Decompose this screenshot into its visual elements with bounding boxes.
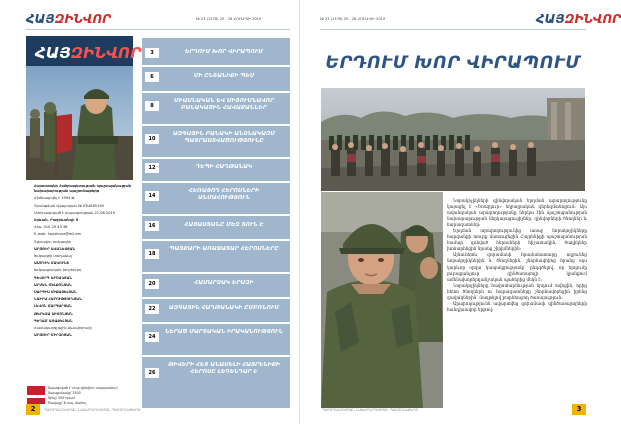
toc-page-number: 26 [145, 368, 159, 378]
cover-logo-part-2: ԶԻՆՎՈՐ [70, 44, 142, 62]
toc-separator [142, 91, 290, 93]
masthead-deputy-title: Խմբագրի տեղակալ [34, 254, 72, 259]
toc-page-number: 3 [145, 48, 159, 58]
masthead-info [26, 184, 133, 340]
toc-page-number: 22 [145, 304, 159, 314]
toc-separator [142, 181, 290, 183]
masthead-editor-title: Գլխավոր խմբագիր [34, 239, 72, 244]
masthead-design-title: Համակարգչային ձևավորումը [34, 326, 92, 331]
right-issue-line: № 23 (1378) 25 - 28 ՀՈՒՆԻՍԻ 2019 [320, 17, 386, 21]
masthead-board-member: ԳԵՎՈՐԳ ԱՐՇԱԿՅԱՆ [34, 275, 73, 280]
table-of-contents [142, 38, 290, 408]
article-paragraph: Այնուհետև զորամասի հրամանատարը ողջունեց նորակոչիկներին և ծնողներին, շնորհավորեց նրանց այս կարևոր օրվա կապակցությամբ՝ ընդգծելով, որ երդումը յուրաքանչյուր զինծառայողի կյանքում ամենախորհրդանշական պահերից մեկն է: [447, 252, 587, 282]
toc-page-number: 14 [145, 191, 159, 201]
toc-title: ՆԵՐԱԾ ՄԱՐՏԱԿԱՆ ԻՐԱԿԱՆՈՒԹՅՈՒՆ [165, 329, 283, 335]
toc-separator [142, 239, 290, 241]
toc-page-number: 10 [145, 134, 159, 144]
cover-masthead [26, 36, 142, 66]
cover-logo-part-1: ՀԱՅ [35, 44, 71, 62]
toc-page-number: 20 [145, 279, 159, 289]
publisher-line: Ծավալը՝ 8 տպ. մամուլ [48, 401, 87, 405]
publisher-line: Տպագրված է «Հայ զինվոր» տպարանում [48, 386, 118, 390]
toc-title: ՀԵՌԱՑՈՂ ՀԵՐՈՍՆԵՐԻ ԱՆՄԱՀՈՒԹՅՈՒՆ [188, 188, 260, 201]
toc-page-number: 12 [145, 163, 159, 173]
left-footer-text: ՊԱՇՏՊԱՆՈՒԹՅԱՆ ՆԱԽԱՐԱՐՈՒԹՅԱՆ ՊԱՇՏՈՆԱԹԵՐԹ [44, 408, 141, 412]
toc-title: ԹԻՎԵՐԻ ՀԵՏ ԱՆԱՍԵԼԻ ՀԱՅՐԵՆԻՔԻ ՀԵՐՈՍԸ ԼԵԳԵՆԴԱՐ Է [168, 362, 280, 375]
right-header-logo [536, 12, 621, 26]
right-header-rule [320, 29, 586, 30]
masthead-design-name: ԱՐԹՈՒՐ ՄԻՐԶՈՅԱՆ [34, 333, 72, 338]
logo-part-2: ԶԻՆՎՈՐ [564, 12, 621, 26]
article-paragraph: Նորակոչիկների զինվորական երդման արարողությունը կայացել է «Եռաբլուր» եղբայրական գերեզմանոցում: Այս ավանդական արարողությանը ներկա էին պաշտպանության նախարարության ներկայացուցիչներ, զինվորների ծնողներ և հարազատներ: [447, 198, 587, 228]
right-footer-text: ՊԱՇՏՊԱՆՈՒԹՅԱՆ ՆԱԽԱՐԱՐՈՒԹՅԱՆ ՊԱՇՏՈՆԱԹԵՐԹ [322, 408, 419, 412]
toc-separator [142, 65, 290, 67]
printer-logo-stripe [27, 395, 45, 398]
toc-page-number: 18 [145, 249, 159, 259]
cover-photo-soldiers [26, 66, 133, 180]
publisher-line: Գինը՝ 200 դրամ [48, 396, 75, 400]
publisher-box [26, 384, 133, 410]
toc-page-number: 24 [145, 332, 159, 342]
toc-title: ԱԶԳԱՅԻՆ ՀԱՂԹԱՆԱԿԻ ԸՄԲՌՆՈՒՄ [168, 305, 280, 311]
toc-separator [142, 297, 290, 299]
masthead-certificate: Գրանցման վկայական № 03Ա065190 [34, 203, 104, 208]
toc-separator [142, 124, 290, 126]
left-header-rule [26, 29, 290, 30]
masthead-board-member: ՆԱԻՐԱ ՀԱՐՈՒԹՅՈՒՆՅԱՆ [34, 297, 82, 302]
toc-separator [142, 157, 290, 159]
toc-title: ՊԱՅՔԱՐԻ ԱՌԱՋԱՏԱՐ ՀԵՐՈՍՆԵՐԸ [169, 246, 279, 252]
soldier-portrait-photo [321, 192, 443, 408]
left-page-number: 2 [26, 404, 40, 415]
masthead-address: Երևան, Բագրևանդի 5 [34, 218, 79, 223]
masthead-board-member: ԼԵՎՈՆ ՄԱՐԳԱՐՅԱՆ [34, 304, 72, 309]
toc-title: ՀԱՅԱՍՏԱՆԸ ՄԵԶ ՏՈՒՆ Է [184, 222, 264, 228]
masthead-board-member: ԹԵՐԵԶԱ ՍԻՄՈՆՅԱՆ [34, 311, 73, 316]
toc-title: ՄԻԱՍՆԱԿԱՆ ԵՎ ՄԻՏՈՒՄՆԱՎՈՐ ԲԱՆԱԿԱՅԻՆ ՀԱՎԱՔԱՆՆԵՐ [173, 98, 274, 111]
left-page [0, 0, 300, 424]
masthead-founded: Հիմնադրվել է 1994 թ. [34, 196, 76, 201]
toc-separator [142, 272, 290, 274]
ceremony-crowd-photo [321, 88, 585, 191]
masthead-editor-name: ԱՐԹՈՒՐ ԱՎԱՆԵՍՅԱՆ [34, 246, 76, 251]
toc-page-number: 8 [145, 101, 159, 111]
toc-separator [142, 322, 290, 324]
masthead-board-title: Խմբագրական խորհուրդ [34, 268, 82, 273]
masthead-board-member: ԱՐՄԵՆ ՄԵԼՔՈՆՅԱՆ [34, 282, 72, 287]
toc-title: ՄԻ ԸՆՏԱՆԻՔԻ ՊԵՍ [193, 73, 255, 79]
article-paragraph: Նորակոչիկները հավատարմության երդում տվեցին, որից հետո ծնողներն ու հարազատները շնորհավորեցին իրենց զավակներին՝ մաղթելով բարեհաջող ծառայություն: [447, 282, 587, 300]
masthead-board-member: ՍԱՐԳԻՍ ՄԻՔԱՅԵԼՅԱՆ [34, 290, 77, 295]
cover-logo [35, 44, 141, 62]
article-body [447, 198, 587, 313]
toc-title: ԱԶԳԱՅԻՆ ԲԱՆԱԿԻ ԱՆՁՆԱԿԱԶՄ ՊԱՏՐԱՍՏՎԱԾՈՒԹՅՈՒՆԸ [172, 131, 276, 144]
logo-part-2: ԶԻՆՎՈՐ [54, 12, 112, 26]
article-headline: ԵՐԴՈՒՄ ԽՈՐ ՎԻՐԱՊՈՒՄ [325, 53, 581, 73]
cover-thumbnail [26, 36, 142, 180]
left-issue-line: № 23 (1378) 25 - 28 ՀՈՒՆԻՍԻ 2019 [196, 17, 262, 21]
right-page-number: 3 [572, 404, 586, 415]
masthead-email: E-mail: hayzinvor@mil.am [34, 232, 82, 237]
toc-title: ՀԱՄԱՐՁԱԿ ԵՐԱԶԻ [194, 280, 254, 286]
toc-separator [142, 214, 290, 216]
toc-page-number: 16 [145, 221, 159, 231]
left-header-logo [26, 12, 111, 26]
logo-part-1: ՀԱՅ [536, 12, 565, 26]
publisher-lines [48, 386, 132, 406]
toc-separator [142, 355, 290, 357]
masthead-deputy-name: ԱՍՏՂԻԿ ՄԱԿՈՒՆՑ [34, 261, 69, 266]
toc-page-number: 6 [145, 72, 159, 82]
masthead-board-member: ԳԵՂԱՄ ԱՌԱՔԵԼՅԱՆ [34, 318, 73, 323]
masthead-signed: Ստորագրված է տպագրության 21.06.2019 [34, 210, 116, 215]
toc-title: ԴԵՊԻ ՀԱՂԹԱՆԱԿ [195, 164, 253, 170]
masthead-publisher: Հայաստանի Հանրապետության պաշտպանության նախարարության պաշտոնաթերթ [34, 184, 132, 194]
masthead-phone: Հեռ. 010 29 43 38 [34, 225, 68, 230]
toc-title: ԵՐԴՈՒՄ ԽՈՐ ՎԻՐԱՊՈՒՄ [185, 49, 263, 55]
article-paragraph: Արարողությունն ավարտվեց զորամասի զինծառայողների հանդիսավոր երթով: [447, 300, 587, 312]
publisher-line: Տպաքանակը՝ 2500 [48, 391, 81, 395]
logo-part-1: ՀԱՅ [26, 12, 55, 26]
article-paragraph: Երդման արարողությունից առաջ նորակոչիկները հարգանքի տուրք մատուցեցին Հայրենիքի պաշտպանության համար զոհված հերոսների հիշատակին, ծաղիկներ խոնարհեցին նրանց շիրիմներին: [447, 228, 587, 252]
